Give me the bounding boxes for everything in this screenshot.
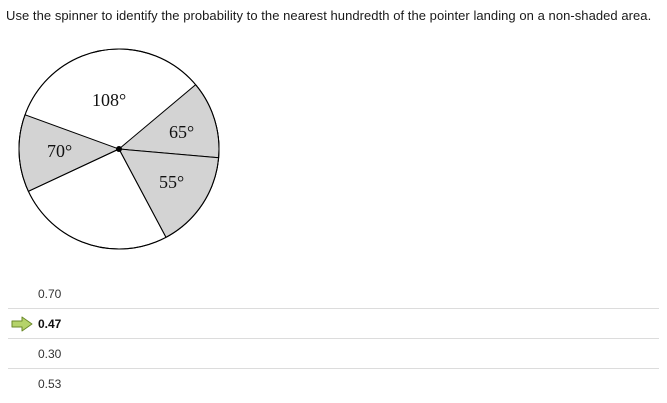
answer-option-0-47[interactable] bbox=[8, 309, 659, 339]
answer-option-label: 0.53 bbox=[38, 377, 62, 391]
spinner-diagram bbox=[0, 0, 240, 260]
question-text: Use the spinner to identify the probability to the nearest hundredth of the pointer landing on a non-shaded area. bbox=[6, 8, 652, 23]
answer-option-0-30[interactable] bbox=[8, 339, 659, 369]
answer-option-0-70[interactable] bbox=[8, 279, 659, 309]
answer-option-label: 0.30 bbox=[38, 347, 62, 361]
answer-option-label: 0.70 bbox=[38, 287, 62, 301]
answer-option-0-53[interactable] bbox=[8, 369, 659, 399]
answer-choices bbox=[8, 279, 659, 399]
arrow-right-icon bbox=[11, 316, 33, 332]
sector-label-55: 55° bbox=[159, 172, 185, 192]
sector-label-70: 70° bbox=[47, 141, 73, 161]
sector-label-108: 108° bbox=[92, 90, 127, 110]
spinner-center-dot bbox=[116, 146, 122, 152]
sector-label-65: 65° bbox=[169, 122, 195, 142]
answer-option-label: 0.47 bbox=[38, 317, 62, 331]
